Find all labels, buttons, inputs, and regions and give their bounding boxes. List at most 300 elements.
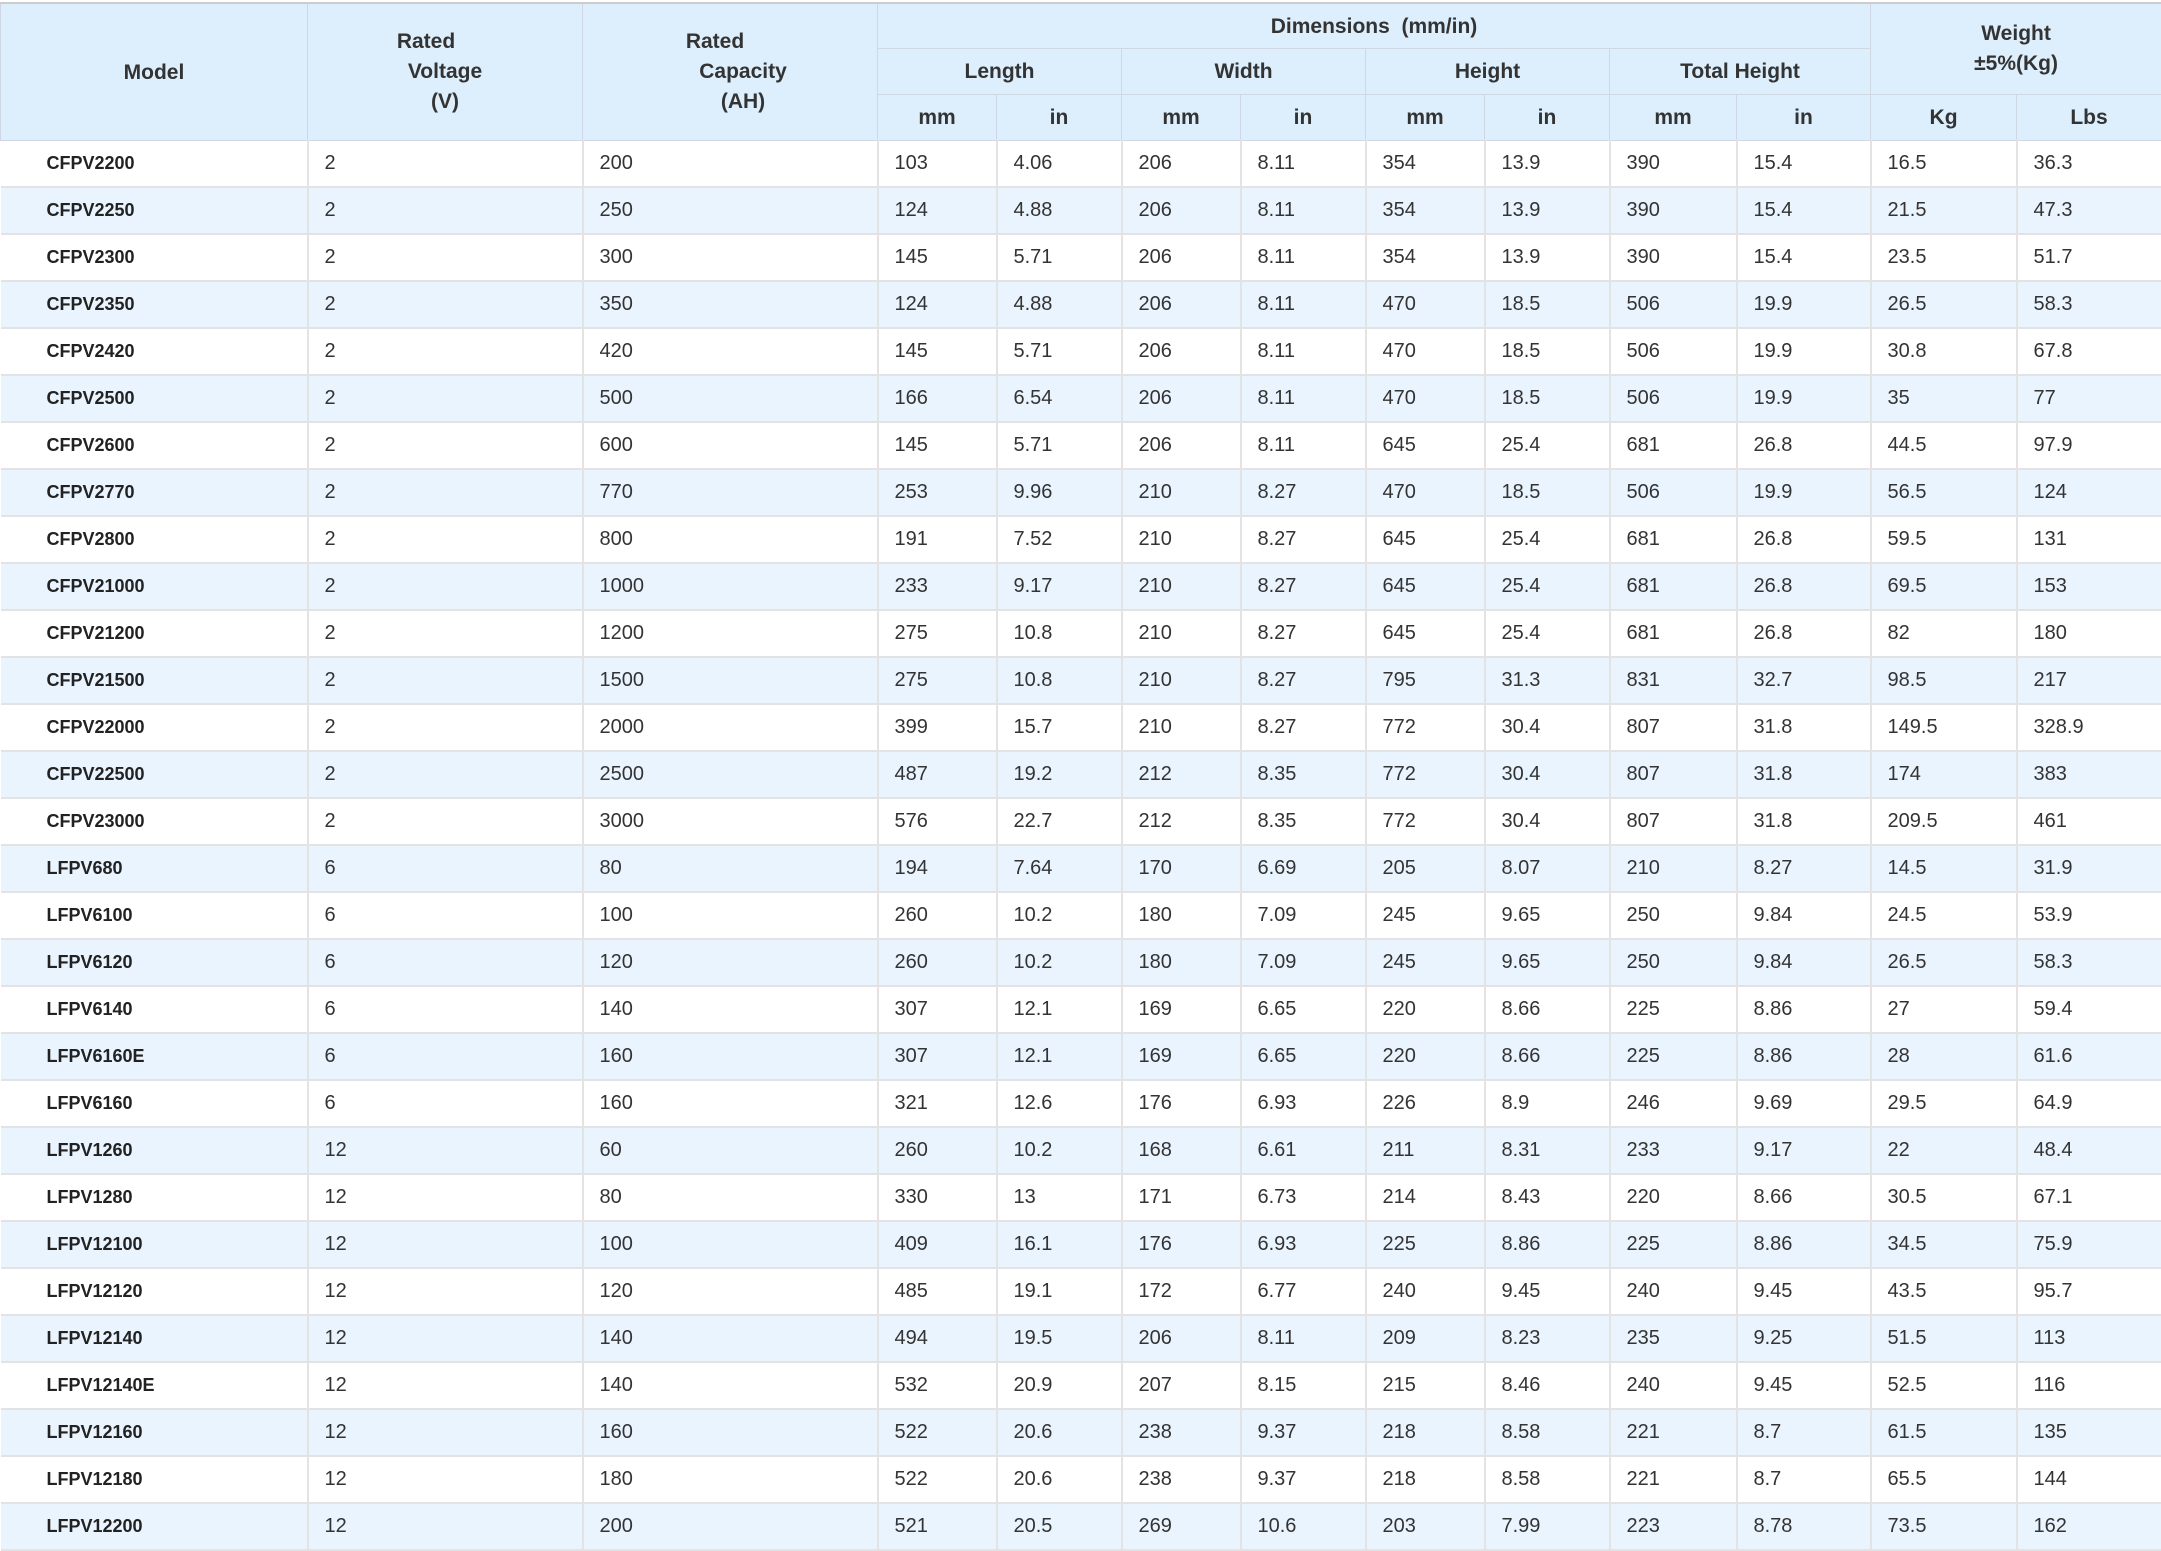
total-height-mm-cell: 506 bbox=[1610, 375, 1737, 422]
height-in-cell: 8.58 bbox=[1485, 1456, 1610, 1503]
total-height-mm-cell: 223 bbox=[1610, 1503, 1737, 1550]
capacity-cell: 250 bbox=[583, 187, 878, 234]
width-in-cell: 8.27 bbox=[1241, 563, 1366, 610]
model-cell: LFPV6100 bbox=[1, 892, 308, 939]
table-row bbox=[1, 1362, 2161, 1409]
weight-kg-cell: 22 bbox=[1871, 1127, 2017, 1174]
model-cell: LFPV1280 bbox=[1, 1174, 308, 1221]
length-mm-cell: 166 bbox=[878, 375, 997, 422]
voltage-cell: 6 bbox=[308, 1033, 583, 1080]
weight-lbs-cell: 58.3 bbox=[2017, 281, 2161, 328]
length-in-cell: 16.1 bbox=[997, 1221, 1122, 1268]
height-mm-cell: 225 bbox=[1366, 1221, 1485, 1268]
length-in-cell: 12.6 bbox=[997, 1080, 1122, 1127]
table-row bbox=[1, 1127, 2161, 1174]
voltage-cell: 2 bbox=[308, 469, 583, 516]
total-height-in-cell: 9.25 bbox=[1737, 1315, 1871, 1362]
width-mm-cell: 168 bbox=[1122, 1127, 1241, 1174]
voltage-cell: 12 bbox=[308, 1456, 583, 1503]
table-row bbox=[1, 657, 2161, 704]
width-in-cell: 8.27 bbox=[1241, 657, 1366, 704]
height-mm-cell: 226 bbox=[1366, 1080, 1485, 1127]
width-mm-cell: 210 bbox=[1122, 657, 1241, 704]
width-in-cell: 8.35 bbox=[1241, 751, 1366, 798]
capacity-cell: 350 bbox=[583, 281, 878, 328]
weight-header-line: Weight bbox=[1871, 19, 2161, 49]
capacity-cell: 770 bbox=[583, 469, 878, 516]
length-in-cell: 19.1 bbox=[997, 1268, 1122, 1315]
total-height-in-cell: 8.66 bbox=[1737, 1174, 1871, 1221]
weight-header-line: ±5%(Kg) bbox=[1871, 49, 2161, 79]
voltage-cell: 6 bbox=[308, 939, 583, 986]
table-row bbox=[1, 939, 2161, 986]
height-mm-cell: 645 bbox=[1366, 516, 1485, 563]
height-mm-cell: 645 bbox=[1366, 610, 1485, 657]
width-in-cell: 8.27 bbox=[1241, 704, 1366, 751]
table-row bbox=[1, 751, 2161, 798]
table-body bbox=[1, 141, 2161, 1551]
voltage-cell: 2 bbox=[308, 234, 583, 281]
weight-kg-cell: 21.5 bbox=[1871, 187, 2017, 234]
height-mm-cell: 245 bbox=[1366, 892, 1485, 939]
width-mm-cell: 180 bbox=[1122, 939, 1241, 986]
total-height-in-cell: 26.8 bbox=[1737, 422, 1871, 469]
height-mm-cell: 220 bbox=[1366, 1033, 1485, 1080]
voltage-cell: 2 bbox=[308, 328, 583, 375]
table-row bbox=[1, 563, 2161, 610]
length-in-cell: 20.6 bbox=[997, 1456, 1122, 1503]
model-cell: CFPV22500 bbox=[1, 751, 308, 798]
length-mm-cell: 260 bbox=[878, 939, 997, 986]
model-cell: CFPV22000 bbox=[1, 704, 308, 751]
length-in-cell: 19.2 bbox=[997, 751, 1122, 798]
total-height-mm-cell: 221 bbox=[1610, 1456, 1737, 1503]
model-cell: LFPV1260 bbox=[1, 1127, 308, 1174]
weight-lbs-cell: 31.9 bbox=[2017, 845, 2161, 892]
weight-lbs-cell: 153 bbox=[2017, 563, 2161, 610]
capacity-cell: 200 bbox=[583, 141, 878, 188]
capacity-cell: 160 bbox=[583, 1080, 878, 1127]
voltage-cell: 2 bbox=[308, 141, 583, 188]
table-row bbox=[1, 845, 2161, 892]
voltage-cell: 6 bbox=[308, 892, 583, 939]
width-mm-header: mm bbox=[1122, 95, 1241, 141]
length-mm-cell: 307 bbox=[878, 1033, 997, 1080]
total-height-mm-cell: 225 bbox=[1610, 1221, 1737, 1268]
width-mm-cell: 171 bbox=[1122, 1174, 1241, 1221]
width-mm-cell: 210 bbox=[1122, 516, 1241, 563]
total-height-header: Total Height bbox=[1610, 49, 1871, 95]
width-mm-cell: 206 bbox=[1122, 281, 1241, 328]
model-cell: CFPV2600 bbox=[1, 422, 308, 469]
total-height-in-cell: 32.7 bbox=[1737, 657, 1871, 704]
height-mm-cell: 772 bbox=[1366, 798, 1485, 845]
model-cell: CFPV23000 bbox=[1, 798, 308, 845]
table-row bbox=[1, 1080, 2161, 1127]
height-in-cell: 9.45 bbox=[1485, 1268, 1610, 1315]
length-mm-cell: 260 bbox=[878, 1127, 997, 1174]
model-header: Model bbox=[1, 3, 308, 141]
weight-kg-cell: 73.5 bbox=[1871, 1503, 2017, 1550]
total-height-mm-cell: 506 bbox=[1610, 469, 1737, 516]
table-row bbox=[1, 1503, 2161, 1550]
total-height-in-cell: 9.45 bbox=[1737, 1362, 1871, 1409]
weight-header bbox=[1871, 3, 2161, 95]
length-mm-cell: 275 bbox=[878, 657, 997, 704]
height-mm-cell: 645 bbox=[1366, 563, 1485, 610]
width-mm-cell: 210 bbox=[1122, 704, 1241, 751]
capacity-cell: 160 bbox=[583, 1409, 878, 1456]
length-mm-cell: 409 bbox=[878, 1221, 997, 1268]
width-mm-cell: 170 bbox=[1122, 845, 1241, 892]
weight-kg-cell: 61.5 bbox=[1871, 1409, 2017, 1456]
length-mm-cell: 307 bbox=[878, 986, 997, 1033]
voltage-cell: 2 bbox=[308, 281, 583, 328]
width-in-cell: 6.77 bbox=[1241, 1268, 1366, 1315]
length-mm-cell: 145 bbox=[878, 234, 997, 281]
height-in-cell: 30.4 bbox=[1485, 704, 1610, 751]
model-cell: CFPV21200 bbox=[1, 610, 308, 657]
height-mm-cell: 470 bbox=[1366, 281, 1485, 328]
length-header: Length bbox=[878, 49, 1122, 95]
height-mm-cell: 203 bbox=[1366, 1503, 1485, 1550]
voltage-cell: 2 bbox=[308, 422, 583, 469]
weight-lbs-cell: 58.3 bbox=[2017, 939, 2161, 986]
weight-kg-cell: 51.5 bbox=[1871, 1315, 2017, 1362]
capacity-cell: 3000 bbox=[583, 798, 878, 845]
model-cell: LFPV12120 bbox=[1, 1268, 308, 1315]
voltage-cell: 6 bbox=[308, 845, 583, 892]
total-height-in-cell: 9.17 bbox=[1737, 1127, 1871, 1174]
length-in-cell: 15.7 bbox=[997, 704, 1122, 751]
width-mm-cell: 206 bbox=[1122, 422, 1241, 469]
height-mm-header: mm bbox=[1366, 95, 1485, 141]
weight-lbs-cell: 162 bbox=[2017, 1503, 2161, 1550]
length-mm-cell: 233 bbox=[878, 563, 997, 610]
weight-kg-cell: 24.5 bbox=[1871, 892, 2017, 939]
table-row bbox=[1, 516, 2161, 563]
weight-lbs-cell: 51.7 bbox=[2017, 234, 2161, 281]
width-mm-cell: 169 bbox=[1122, 1033, 1241, 1080]
width-in-cell: 8.11 bbox=[1241, 141, 1366, 188]
width-mm-cell: 206 bbox=[1122, 234, 1241, 281]
height-mm-cell: 215 bbox=[1366, 1362, 1485, 1409]
weight-lbs-cell: 53.9 bbox=[2017, 892, 2161, 939]
table-row bbox=[1, 704, 2161, 751]
width-mm-cell: 269 bbox=[1122, 1503, 1241, 1550]
table-row bbox=[1, 422, 2161, 469]
width-in-cell: 8.11 bbox=[1241, 422, 1366, 469]
weight-kg-cell: 56.5 bbox=[1871, 469, 2017, 516]
capacity-cell: 2500 bbox=[583, 751, 878, 798]
total-height-in-cell: 9.84 bbox=[1737, 939, 1871, 986]
height-in-cell: 25.4 bbox=[1485, 563, 1610, 610]
weight-kg-header: Kg bbox=[1871, 95, 2017, 141]
height-mm-cell: 218 bbox=[1366, 1409, 1485, 1456]
capacity-cell: 1500 bbox=[583, 657, 878, 704]
height-mm-cell: 211 bbox=[1366, 1127, 1485, 1174]
total-height-in-header: in bbox=[1737, 95, 1871, 141]
weight-kg-cell: 27 bbox=[1871, 986, 2017, 1033]
total-height-in-cell: 8.86 bbox=[1737, 1033, 1871, 1080]
length-in-cell: 5.71 bbox=[997, 328, 1122, 375]
height-mm-cell: 470 bbox=[1366, 375, 1485, 422]
weight-kg-cell: 30.5 bbox=[1871, 1174, 2017, 1221]
length-mm-cell: 494 bbox=[878, 1315, 997, 1362]
table-row bbox=[1, 141, 2161, 188]
length-mm-cell: 275 bbox=[878, 610, 997, 657]
height-in-cell: 8.07 bbox=[1485, 845, 1610, 892]
weight-lbs-cell: 97.9 bbox=[2017, 422, 2161, 469]
model-cell: LFPV6120 bbox=[1, 939, 308, 986]
model-cell: LFPV6140 bbox=[1, 986, 308, 1033]
weight-kg-cell: 69.5 bbox=[1871, 563, 2017, 610]
width-mm-cell: 206 bbox=[1122, 141, 1241, 188]
total-height-mm-cell: 506 bbox=[1610, 328, 1737, 375]
weight-kg-cell: 174 bbox=[1871, 751, 2017, 798]
width-in-cell: 8.11 bbox=[1241, 234, 1366, 281]
voltage-cell: 12 bbox=[308, 1268, 583, 1315]
weight-lbs-cell: 383 bbox=[2017, 751, 2161, 798]
weight-kg-cell: 16.5 bbox=[1871, 141, 2017, 188]
width-mm-cell: 238 bbox=[1122, 1456, 1241, 1503]
height-in-cell: 18.5 bbox=[1485, 281, 1610, 328]
weight-lbs-cell: 131 bbox=[2017, 516, 2161, 563]
capacity-cell: 180 bbox=[583, 1456, 878, 1503]
height-in-cell: 25.4 bbox=[1485, 422, 1610, 469]
voltage-cell: 12 bbox=[308, 1221, 583, 1268]
model-cell: LFPV12180 bbox=[1, 1456, 308, 1503]
weight-kg-cell: 82 bbox=[1871, 610, 2017, 657]
width-in-cell: 6.65 bbox=[1241, 1033, 1366, 1080]
length-mm-cell: 145 bbox=[878, 422, 997, 469]
height-in-cell: 31.3 bbox=[1485, 657, 1610, 704]
weight-kg-cell: 34.5 bbox=[1871, 1221, 2017, 1268]
length-in-cell: 4.06 bbox=[997, 141, 1122, 188]
weight-lbs-cell: 77 bbox=[2017, 375, 2161, 422]
capacity-cell: 120 bbox=[583, 939, 878, 986]
width-mm-cell: 212 bbox=[1122, 751, 1241, 798]
height-in-cell: 30.4 bbox=[1485, 798, 1610, 845]
total-height-mm-cell: 221 bbox=[1610, 1409, 1737, 1456]
length-mm-cell: 145 bbox=[878, 328, 997, 375]
length-mm-header: mm bbox=[878, 95, 997, 141]
table-row bbox=[1, 610, 2161, 657]
height-in-cell: 7.99 bbox=[1485, 1503, 1610, 1550]
total-height-in-cell: 15.4 bbox=[1737, 234, 1871, 281]
table-row bbox=[1, 281, 2161, 328]
length-in-cell: 20.9 bbox=[997, 1362, 1122, 1409]
height-mm-cell: 214 bbox=[1366, 1174, 1485, 1221]
total-height-in-cell: 19.9 bbox=[1737, 328, 1871, 375]
table-row bbox=[1, 375, 2161, 422]
weight-lbs-cell: 36.3 bbox=[2017, 141, 2161, 188]
length-mm-cell: 485 bbox=[878, 1268, 997, 1315]
capacity-cell: 1200 bbox=[583, 610, 878, 657]
rated-capacity-header bbox=[583, 3, 878, 141]
total-height-mm-cell: 240 bbox=[1610, 1268, 1737, 1315]
capacity-cell: 140 bbox=[583, 1362, 878, 1409]
model-cell: LFPV12200 bbox=[1, 1503, 308, 1550]
width-in-cell: 8.27 bbox=[1241, 516, 1366, 563]
height-mm-cell: 354 bbox=[1366, 187, 1485, 234]
height-in-cell: 25.4 bbox=[1485, 610, 1610, 657]
length-in-cell: 4.88 bbox=[997, 281, 1122, 328]
length-in-cell: 20.6 bbox=[997, 1409, 1122, 1456]
capacity-cell: 420 bbox=[583, 328, 878, 375]
total-height-in-cell: 15.4 bbox=[1737, 187, 1871, 234]
width-in-cell: 6.93 bbox=[1241, 1080, 1366, 1127]
weight-kg-cell: 28 bbox=[1871, 1033, 2017, 1080]
model-cell: CFPV2420 bbox=[1, 328, 308, 375]
length-mm-cell: 522 bbox=[878, 1456, 997, 1503]
capacity-cell: 80 bbox=[583, 845, 878, 892]
height-in-cell: 8.9 bbox=[1485, 1080, 1610, 1127]
voltage-cell: 2 bbox=[308, 798, 583, 845]
weight-lbs-cell: 67.8 bbox=[2017, 328, 2161, 375]
total-height-in-cell: 31.8 bbox=[1737, 751, 1871, 798]
length-mm-cell: 532 bbox=[878, 1362, 997, 1409]
model-cell: CFPV2250 bbox=[1, 187, 308, 234]
rated-voltage-header-line: Rated bbox=[308, 27, 582, 57]
length-mm-cell: 330 bbox=[878, 1174, 997, 1221]
capacity-cell: 60 bbox=[583, 1127, 878, 1174]
height-in-cell: 8.58 bbox=[1485, 1409, 1610, 1456]
weight-lbs-cell: 59.4 bbox=[2017, 986, 2161, 1033]
weight-kg-cell: 52.5 bbox=[1871, 1362, 2017, 1409]
table-row bbox=[1, 1221, 2161, 1268]
length-in-header: in bbox=[997, 95, 1122, 141]
model-cell: CFPV2500 bbox=[1, 375, 308, 422]
voltage-cell: 2 bbox=[308, 187, 583, 234]
width-mm-cell: 206 bbox=[1122, 375, 1241, 422]
length-in-cell: 10.2 bbox=[997, 1127, 1122, 1174]
length-in-cell: 9.17 bbox=[997, 563, 1122, 610]
weight-kg-cell: 23.5 bbox=[1871, 234, 2017, 281]
table-row bbox=[1, 1174, 2161, 1221]
total-height-mm-cell: 681 bbox=[1610, 422, 1737, 469]
total-height-in-cell: 8.78 bbox=[1737, 1503, 1871, 1550]
table-row bbox=[1, 1268, 2161, 1315]
width-mm-cell: 210 bbox=[1122, 563, 1241, 610]
model-cell: CFPV2770 bbox=[1, 469, 308, 516]
length-mm-cell: 253 bbox=[878, 469, 997, 516]
height-in-cell: 8.66 bbox=[1485, 1033, 1610, 1080]
capacity-cell: 1000 bbox=[583, 563, 878, 610]
model-cell: CFPV2350 bbox=[1, 281, 308, 328]
total-height-mm-cell: 390 bbox=[1610, 234, 1737, 281]
width-mm-cell: 238 bbox=[1122, 1409, 1241, 1456]
height-mm-cell: 240 bbox=[1366, 1268, 1485, 1315]
width-mm-cell: 210 bbox=[1122, 610, 1241, 657]
total-height-in-cell: 8.86 bbox=[1737, 986, 1871, 1033]
voltage-cell: 2 bbox=[308, 704, 583, 751]
length-mm-cell: 487 bbox=[878, 751, 997, 798]
table-row bbox=[1, 234, 2161, 281]
height-in-cell: 18.5 bbox=[1485, 328, 1610, 375]
height-in-cell: 30.4 bbox=[1485, 751, 1610, 798]
total-height-in-cell: 19.9 bbox=[1737, 469, 1871, 516]
capacity-cell: 300 bbox=[583, 234, 878, 281]
total-height-in-cell: 8.27 bbox=[1737, 845, 1871, 892]
voltage-cell: 6 bbox=[308, 986, 583, 1033]
table-row bbox=[1, 892, 2161, 939]
width-in-cell: 6.73 bbox=[1241, 1174, 1366, 1221]
capacity-cell: 500 bbox=[583, 375, 878, 422]
model-cell: CFPV2300 bbox=[1, 234, 308, 281]
length-mm-cell: 576 bbox=[878, 798, 997, 845]
weight-kg-cell: 65.5 bbox=[1871, 1456, 2017, 1503]
height-in-cell: 18.5 bbox=[1485, 469, 1610, 516]
rated-capacity-header-line: Rated bbox=[583, 27, 877, 57]
total-height-mm-cell: 246 bbox=[1610, 1080, 1737, 1127]
width-in-cell: 8.27 bbox=[1241, 610, 1366, 657]
height-in-cell: 8.23 bbox=[1485, 1315, 1610, 1362]
capacity-cell: 160 bbox=[583, 1033, 878, 1080]
total-height-mm-cell: 807 bbox=[1610, 704, 1737, 751]
table-row bbox=[1, 328, 2161, 375]
width-in-cell: 7.09 bbox=[1241, 892, 1366, 939]
total-height-in-cell: 15.4 bbox=[1737, 141, 1871, 188]
model-cell: LFPV6160 bbox=[1, 1080, 308, 1127]
length-mm-cell: 521 bbox=[878, 1503, 997, 1550]
dimensions-header: Dimensions (mm/in) bbox=[878, 3, 1871, 49]
voltage-cell: 12 bbox=[308, 1503, 583, 1550]
model-cell: CFPV21000 bbox=[1, 563, 308, 610]
table-header bbox=[1, 3, 2161, 141]
height-mm-cell: 645 bbox=[1366, 422, 1485, 469]
length-mm-cell: 124 bbox=[878, 281, 997, 328]
length-in-cell: 9.96 bbox=[997, 469, 1122, 516]
model-cell: CFPV2200 bbox=[1, 141, 308, 188]
total-height-mm-cell: 681 bbox=[1610, 516, 1737, 563]
table-row bbox=[1, 1033, 2161, 1080]
height-mm-cell: 470 bbox=[1366, 469, 1485, 516]
length-in-cell: 22.7 bbox=[997, 798, 1122, 845]
weight-lbs-cell: 461 bbox=[2017, 798, 2161, 845]
weight-kg-cell: 98.5 bbox=[1871, 657, 2017, 704]
weight-kg-cell: 14.5 bbox=[1871, 845, 2017, 892]
total-height-mm-cell: 210 bbox=[1610, 845, 1737, 892]
height-in-cell: 18.5 bbox=[1485, 375, 1610, 422]
height-in-cell: 9.65 bbox=[1485, 939, 1610, 986]
total-height-in-cell: 9.45 bbox=[1737, 1268, 1871, 1315]
battery-spec-table bbox=[0, 2, 2161, 1551]
weight-lbs-cell: 95.7 bbox=[2017, 1268, 2161, 1315]
height-in-cell: 25.4 bbox=[1485, 516, 1610, 563]
capacity-cell: 2000 bbox=[583, 704, 878, 751]
total-height-in-cell: 9.69 bbox=[1737, 1080, 1871, 1127]
table-row bbox=[1, 469, 2161, 516]
width-in-cell: 6.93 bbox=[1241, 1221, 1366, 1268]
voltage-cell: 12 bbox=[308, 1127, 583, 1174]
width-mm-cell: 207 bbox=[1122, 1362, 1241, 1409]
weight-lbs-cell: 144 bbox=[2017, 1456, 2161, 1503]
height-in-cell: 8.31 bbox=[1485, 1127, 1610, 1174]
width-in-cell: 8.15 bbox=[1241, 1362, 1366, 1409]
height-mm-cell: 245 bbox=[1366, 939, 1485, 986]
width-in-cell: 8.11 bbox=[1241, 187, 1366, 234]
voltage-cell: 12 bbox=[308, 1315, 583, 1362]
weight-lbs-cell: 217 bbox=[2017, 657, 2161, 704]
length-mm-cell: 522 bbox=[878, 1409, 997, 1456]
model-cell: LFPV12100 bbox=[1, 1221, 308, 1268]
width-mm-cell: 206 bbox=[1122, 328, 1241, 375]
total-height-mm-cell: 233 bbox=[1610, 1127, 1737, 1174]
total-height-in-cell: 19.9 bbox=[1737, 281, 1871, 328]
width-in-cell: 6.69 bbox=[1241, 845, 1366, 892]
total-height-in-cell: 31.8 bbox=[1737, 704, 1871, 751]
